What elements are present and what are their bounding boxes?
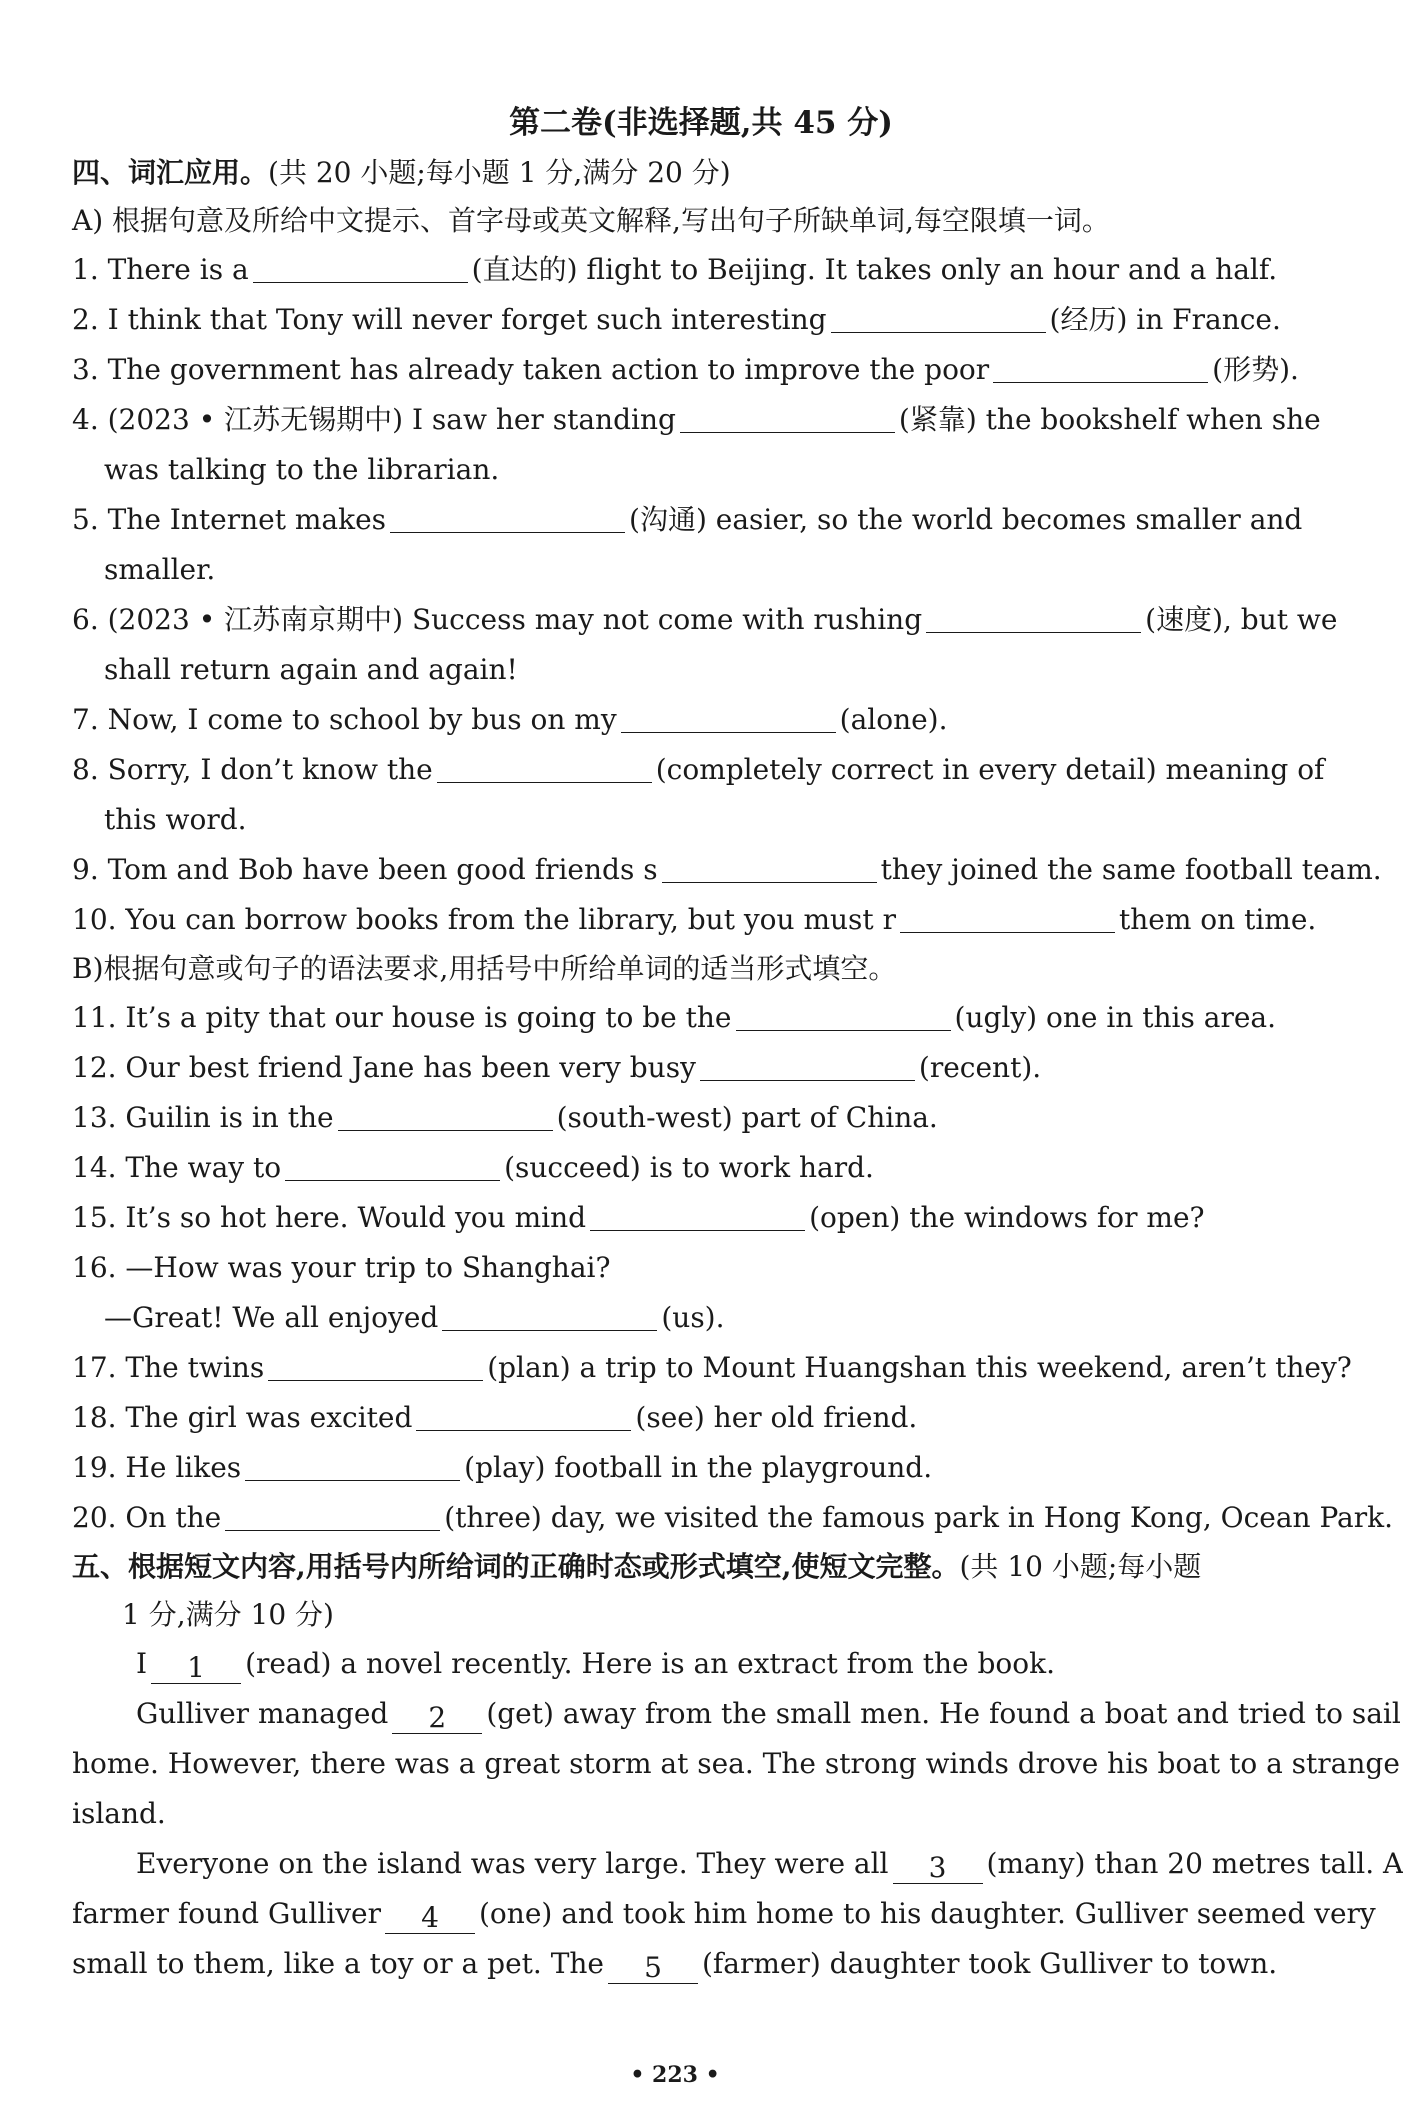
question-17: [72, 1343, 1352, 1393]
q2-pre: 2. I think that Tony will never forget such interesting: [72, 303, 827, 336]
part5-note-cont: 1 分,满分 10 分): [122, 1598, 334, 1631]
q5-pre: 5. The Internet makes: [72, 503, 387, 536]
q13-pre: 13. Guilin is in the: [72, 1101, 334, 1134]
q11-post: (ugly) one in this area.: [954, 1001, 1276, 1034]
question-1: [72, 245, 1330, 295]
answer-blank-3[interactable]: [993, 352, 1208, 383]
question-3: [72, 345, 1330, 395]
q16-reply-pre: —Great! We all enjoyed: [104, 1301, 439, 1334]
q6-cont: shall return again and again!: [104, 653, 518, 686]
q16-reply: [72, 1293, 1330, 1343]
answer-blank-13[interactable]: [338, 1100, 553, 1131]
answer-blank-1[interactable]: [253, 252, 468, 283]
q17-pre: 17. The twins: [72, 1351, 265, 1384]
question-13: [72, 1093, 1330, 1143]
q19-post: (play) football in the playground.: [464, 1451, 933, 1484]
question-2: [72, 295, 1330, 345]
part5-title: 五、根据短文内容,用括号内所给词的正确时态或形式填空,使短文完整。: [72, 1550, 960, 1583]
q15-post: (open) the windows for me?: [809, 1201, 1205, 1234]
question-4: [72, 395, 1330, 445]
answer-blank-14[interactable]: [285, 1150, 500, 1181]
q9-initial-letter: s: [643, 853, 658, 886]
question-14: [72, 1143, 1330, 1193]
answer-blank-8[interactable]: [437, 752, 652, 783]
q19-pre: 19. He likes: [72, 1451, 242, 1484]
q6-post: (速度), but we: [1145, 603, 1338, 636]
question-9: [72, 845, 1382, 895]
part5-note: (共 10 小题;每小题: [959, 1550, 1202, 1583]
q8-post: (completely correct in every detail) meaning of: [655, 753, 1325, 786]
q8-pre: 8. Sorry, I don’t know the: [72, 753, 433, 786]
p1-b: (read) a novel recently. Here is an extract from the book.: [245, 1647, 1055, 1680]
q7-pre: 7. Now, I come to school by bus on my: [72, 703, 617, 736]
part4-note: (共 20 小题;每小题 1 分,满分 20 分): [268, 156, 731, 189]
q10-initial-letter: r: [882, 903, 896, 936]
passage-line-4: island.: [72, 1797, 166, 1830]
q20-pre: 20. On the: [72, 1501, 222, 1534]
q20-post: (three) day, we visited the famous park in Hong Kong, Ocean Park.: [444, 1501, 1394, 1534]
passage-line-7: [72, 1939, 1330, 1989]
page-number: • 223 •: [630, 2062, 720, 2088]
question-7: [72, 695, 1330, 745]
q4-pre: 4. (2023 • 江苏无锡期中) I saw her standing: [72, 403, 676, 436]
answer-blank-2[interactable]: [831, 302, 1046, 333]
q5-cont: smaller.: [104, 553, 216, 586]
q18-pre: 18. The girl was excited: [72, 1401, 413, 1434]
q9-post: they joined the same football team.: [880, 853, 1382, 886]
question-18: [72, 1393, 1330, 1443]
question-10: [72, 895, 1330, 945]
question-20: [72, 1493, 1394, 1543]
part4-sub-a: A) 根据句意及所给中文提示、首字母或英文解释,写出句子所缺单词,每空限填一词。: [72, 204, 1110, 237]
answer-blank-17[interactable]: [268, 1350, 483, 1381]
q13-post: (south-west) part of China.: [556, 1101, 938, 1134]
q7-post: (alone).: [839, 703, 948, 736]
answer-blank-7[interactable]: [621, 702, 836, 733]
q4-cont: was talking to the librarian.: [104, 453, 500, 486]
answer-blank-19[interactable]: [245, 1450, 460, 1481]
q8-cont: this word.: [104, 803, 247, 836]
question-16: 16. —How was your trip to Shanghai?: [72, 1251, 611, 1284]
section-title: 第二卷(非选择题,共 45 分): [509, 105, 893, 141]
question-8: [72, 745, 1330, 795]
q14-post: (succeed) is to work hard.: [504, 1151, 874, 1184]
q17-post: (plan) a trip to Mount Huangshan this weekend, aren’t they?: [487, 1351, 1352, 1384]
passage-blank-4[interactable]: 4: [385, 1903, 475, 1934]
q18-post: (see) her old friend.: [635, 1401, 918, 1434]
q10-pre: 10. You can borrow books from the library, but you must: [72, 903, 874, 936]
p3-l2a: farmer found Gulliver: [72, 1897, 381, 1930]
passage-blank-3[interactable]: 3: [893, 1853, 983, 1884]
q15-pre: 15. It’s so hot here. Would you mind: [72, 1201, 587, 1234]
p3-b: (many) than 20 metres tall. A: [986, 1847, 1403, 1880]
q16-reply-post: (us).: [661, 1301, 725, 1334]
passage-line-1: [72, 1639, 1330, 1689]
question-12: [72, 1043, 1330, 1093]
passage-line-2: [72, 1689, 1401, 1739]
q1-pre: 1. There is a: [72, 253, 249, 286]
answer-blank-4[interactable]: [680, 402, 895, 433]
answer-blank-16[interactable]: [442, 1300, 657, 1331]
answer-blank-11[interactable]: [736, 1000, 951, 1031]
q12-pre: 12. Our best friend Jane has been very busy: [72, 1051, 696, 1084]
passage-line-5: [72, 1839, 1403, 1889]
part4-sub-b: B)根据句意或句子的语法要求,用括号中所给单词的适当形式填空。: [72, 952, 897, 985]
q1-post: (直达的) flight to Beijing. It takes only an hour and a half.: [471, 253, 1278, 286]
q14-pre: 14. The way to: [72, 1151, 282, 1184]
passage-blank-5[interactable]: 5: [608, 1953, 698, 1984]
q5-post: (沟通) easier, so the world becomes smaller and: [629, 503, 1303, 536]
q3-post: (形势).: [1212, 353, 1299, 386]
question-6: [72, 595, 1338, 645]
answer-blank-5[interactable]: [390, 502, 625, 533]
question-15: [72, 1193, 1330, 1243]
answer-blank-9[interactable]: [662, 852, 877, 883]
q10-post: them on time.: [1118, 903, 1317, 936]
part5-heading: [72, 1543, 1330, 1591]
passage-line-6: [72, 1889, 1376, 1939]
question-19: [72, 1443, 1330, 1493]
q9-pre: 9. Tom and Bob have been good friends: [72, 853, 635, 886]
p3-a: Everyone on the island was very large. They were all: [136, 1847, 889, 1880]
answer-blank-10[interactable]: [900, 902, 1115, 933]
q12-post: (recent).: [918, 1051, 1042, 1084]
q4-post: (紧靠) the bookshelf when she: [898, 403, 1321, 436]
question-5: [72, 495, 1330, 545]
answer-blank-12[interactable]: [700, 1050, 915, 1081]
p3-l2b: (one) and took him home to his daughter. Gulliver seemed very: [479, 1897, 1376, 1930]
answer-blank-15[interactable]: [590, 1200, 805, 1231]
answer-blank-6[interactable]: [926, 602, 1141, 633]
part4-title: 四、词汇应用。: [72, 156, 269, 189]
question-11: [72, 993, 1330, 1043]
passage-blank-1[interactable]: 1: [151, 1653, 241, 1684]
passage-line-3: home. However, there was a great storm at sea. The strong winds drove his boat to a strange: [72, 1747, 1400, 1780]
p3-l3b: (farmer) daughter took Gulliver to town.: [701, 1947, 1278, 1980]
q3-pre: 3. The government has already taken action to improve the poor: [72, 353, 990, 386]
q11-pre: 11. It’s a pity that our house is going to be the: [72, 1001, 732, 1034]
passage-blank-2[interactable]: 2: [392, 1703, 482, 1734]
p2-a: Gulliver managed: [136, 1697, 389, 1730]
part4-heading: [72, 149, 1330, 197]
p1-a: I: [136, 1647, 148, 1680]
q2-post: (经历) in France.: [1049, 303, 1281, 336]
p3-l3a: small to them, like a toy or a pet. The: [72, 1947, 604, 1980]
p2-b: (get) away from the small men. He found a boat and tried to sail: [486, 1697, 1401, 1730]
answer-blank-18[interactable]: [416, 1400, 631, 1431]
q6-pre: 6. (2023 • 江苏南京期中) Success may not come with rushing: [72, 603, 923, 636]
answer-blank-20[interactable]: [225, 1500, 440, 1531]
